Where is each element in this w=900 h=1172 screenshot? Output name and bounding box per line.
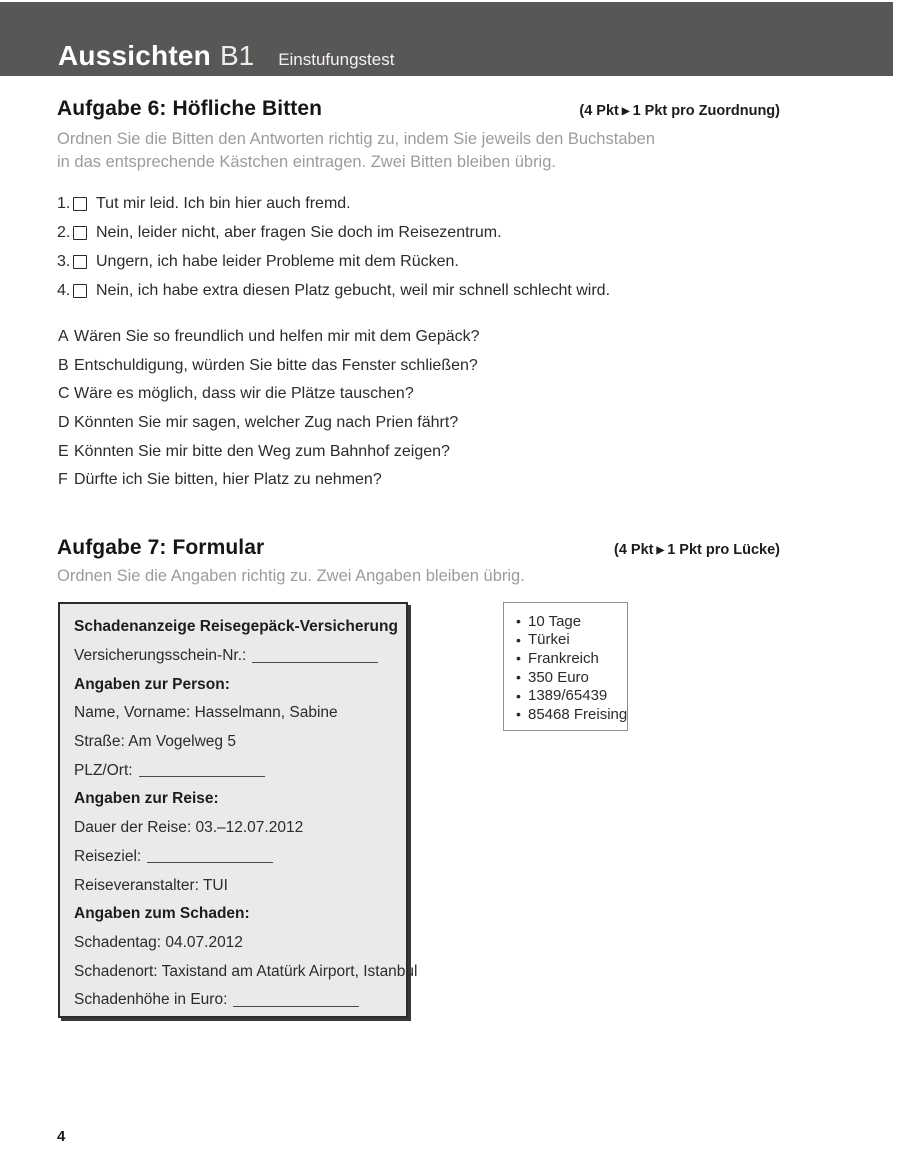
answer-checkbox-1[interactable]: [73, 197, 87, 211]
answer-option-text: 350 Euro: [528, 668, 589, 686]
answer-option: [516, 668, 627, 687]
answer-option-text: 85468 Freising: [528, 705, 628, 723]
option-text: Wären Sie so freundlich und helfen mir mit dem Gepäck?: [74, 328, 480, 346]
blank-field-plz-ort[interactable]: [139, 764, 265, 777]
item-text: Ungern, ich habe leider Probleme mit dem Rücken.: [96, 252, 459, 270]
header-subtitle: Einstufungstest: [278, 50, 395, 69]
answer-option: [516, 705, 627, 724]
answer-option-text: 1389/65439: [528, 687, 608, 705]
answer-option-text: Frankreich: [528, 649, 599, 667]
bullet-icon: •: [516, 669, 521, 686]
bullet-icon: •: [516, 631, 521, 648]
answer-option-text: Türkei: [528, 631, 570, 649]
brand-title: Aussichten: [58, 40, 211, 71]
bullet-icon: •: [516, 650, 521, 667]
answer-option: [516, 631, 627, 650]
option-letter: F: [58, 471, 68, 489]
form-line-reiseveranstalter: Reiseveranstalter: TUI: [74, 876, 228, 894]
task6-option-d: [58, 409, 480, 438]
answer-checkbox-2[interactable]: [73, 226, 87, 240]
brand-level: B1: [219, 40, 255, 71]
form-line-schadenhoehe: [74, 986, 391, 1015]
task6-item-1: [57, 189, 610, 218]
form-line-strasse: Straße: Am Vogelweg 5: [74, 733, 236, 751]
answer-checkbox-4[interactable]: [73, 284, 87, 298]
page-number: 4: [57, 1128, 66, 1145]
bullet-icon: •: [516, 687, 521, 704]
form-section-reise: Angaben zur Reise:: [74, 790, 219, 808]
form-section-schaden: Angaben zum Schaden:: [74, 905, 250, 923]
form-line-schadentag: Schadentag: 04.07.2012: [74, 933, 243, 951]
option-text: Könnten Sie mir bitte den Weg zum Bahnhof zeigen?: [74, 442, 450, 460]
option-letter: C: [58, 385, 70, 403]
task6-title: Aufgabe 6: Höfliche Bitten: [57, 97, 323, 120]
header-bar: [0, 2, 893, 76]
task7-title: Aufgabe 7: Formular: [57, 536, 265, 559]
task6-option-c: [58, 380, 480, 409]
task6-item-3: [57, 247, 610, 276]
task6-option-a: [58, 323, 480, 352]
form-section-person: Angaben zur Person:: [74, 675, 230, 693]
task6-item-4: [57, 276, 610, 305]
task7-points: [614, 542, 780, 558]
field-label: Versicherungsschein-Nr.:: [74, 647, 247, 665]
answer-option: [516, 612, 627, 631]
task6-points-prefix: (4 Pkt: [579, 103, 619, 119]
answer-checkbox-3[interactable]: [73, 255, 87, 269]
blank-field-reiseziel[interactable]: [147, 850, 273, 863]
option-text: Wäre es möglich, dass wir die Plätze tauschen?: [74, 385, 414, 403]
task6-item-list: [57, 189, 610, 305]
field-label: PLZ/Ort:: [74, 761, 133, 779]
option-text: Entschuldigung, würden Sie bitte das Fenster schließen?: [74, 356, 478, 374]
task7-points-prefix: (4 Pkt: [613, 542, 654, 558]
bullet-icon: •: [516, 613, 521, 630]
task6-points-suffix: 1 Pkt pro Zuordnung): [632, 103, 780, 119]
task6-heading-row: [57, 97, 780, 121]
arrow-right-icon: ▶: [656, 545, 665, 556]
form-line-plz-ort: [74, 756, 391, 785]
form-line-dauer: Dauer der Reise: 03.–12.07.2012: [74, 819, 304, 837]
task7-instructions-line1: Ordnen Sie die Angaben richtig zu. Zwei Angaben bleiben übrig.: [57, 567, 525, 585]
answer-options-box: [503, 602, 628, 731]
field-label: Reiseziel:: [74, 847, 142, 865]
option-letter: B: [58, 356, 69, 374]
item-text: Nein, leider nicht, aber fragen Sie doch im Reisezentrum.: [96, 223, 502, 241]
task7-heading-row: [57, 536, 780, 560]
form-line-reiseziel: [74, 843, 391, 872]
task6-option-b: [58, 352, 480, 381]
form-title: Schadenanzeige Reisegepäck-Versicherung: [74, 618, 398, 636]
item-text: Tut mir leid. Ich bin hier auch fremd.: [96, 194, 351, 212]
task6-option-list: [58, 323, 480, 495]
item-number: 1.: [57, 194, 71, 212]
field-label: Schadenhöhe in Euro:: [74, 991, 228, 1009]
task7-points-suffix: 1 Pkt pro Lücke): [667, 542, 780, 558]
option-text: Könnten Sie mir sagen, welcher Zug nach Prien fährt?: [74, 414, 459, 432]
task6-option-f: [58, 466, 480, 495]
option-letter: D: [58, 414, 70, 432]
task7-instructions: [57, 565, 525, 588]
item-number: 2.: [57, 223, 71, 241]
option-letter: A: [58, 328, 69, 346]
task6-instructions-line1: Ordnen Sie die Bitten den Antworten richtig zu, indem Sie jeweils den Buchstaben: [57, 130, 656, 148]
answer-option-text: 10 Tage: [528, 612, 582, 630]
task6-item-2: [57, 218, 610, 247]
task6-instructions: [57, 128, 655, 173]
item-number: 4.: [57, 281, 71, 299]
form-line-schadenort: Schadenort: Taxistand am Atatürk Airport, Istanbul: [74, 962, 418, 980]
item-number: 3.: [57, 252, 71, 270]
item-text: Nein, ich habe extra diesen Platz gebucht, weil mir schnell schlecht wird.: [96, 281, 611, 299]
arrow-right-icon: ▶: [621, 106, 630, 117]
task6-instructions-line2: in das entsprechende Kästchen eintragen. Zwei Bitten bleiben übrig.: [57, 152, 556, 171]
task6-points: [579, 103, 780, 119]
bullet-icon: •: [516, 706, 521, 723]
answer-option: [516, 649, 627, 668]
insurance-form-box: [58, 602, 418, 1018]
option-text: Dürfte ich Sie bitten, hier Platz zu nehmen?: [74, 471, 382, 489]
option-letter: E: [58, 442, 69, 460]
task6-option-e: [58, 437, 480, 466]
blank-field-versicherungsschein[interactable]: [252, 650, 378, 663]
blank-field-schadenhoehe[interactable]: [233, 994, 359, 1007]
answer-option: [516, 686, 627, 705]
form-line-name: Name, Vorname: Hasselmann, Sabine: [74, 704, 338, 722]
form-line-versicherungsschein: [74, 642, 391, 671]
